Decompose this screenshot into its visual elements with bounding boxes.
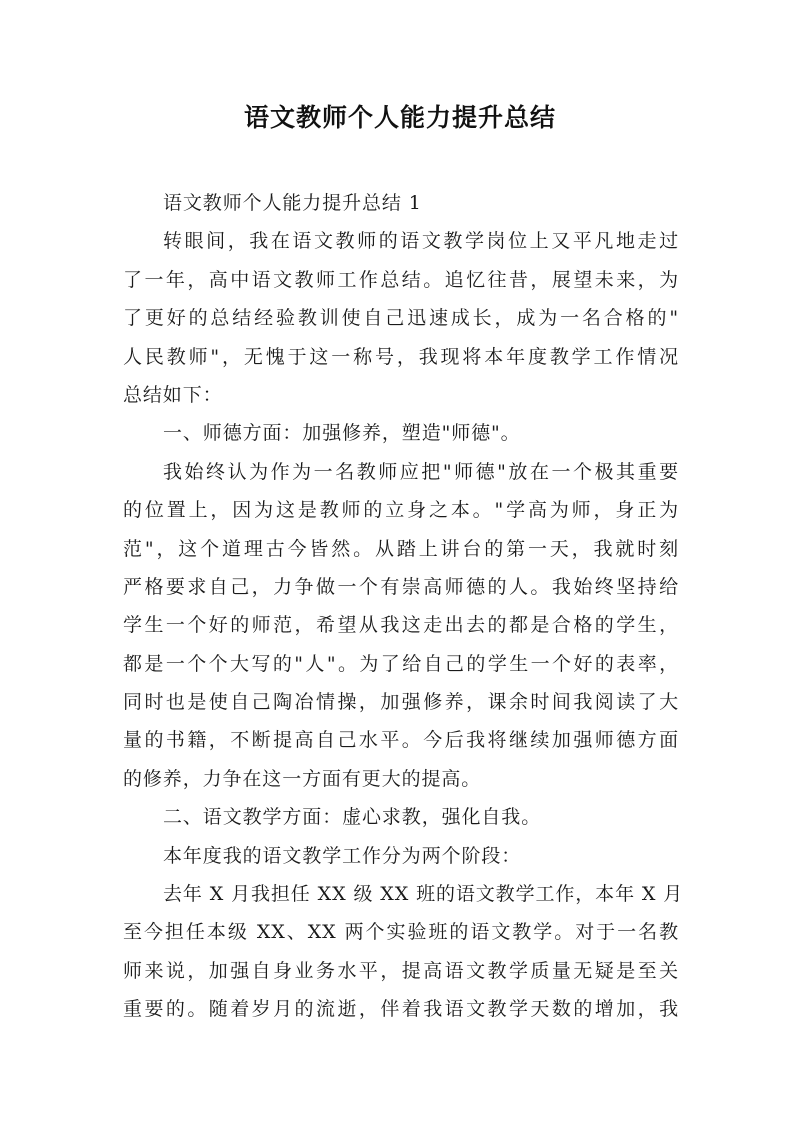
paragraph-line: 转眼间，我在语文教师的语文教学岗位上又平凡地走过 [163, 230, 679, 253]
paragraph-line: 了更好的总结经验教训使自己迅速成长，成为一名合格的" [123, 307, 679, 330]
paragraph-line: 的位置上，因为这是教师的立身之本。"学高为师，身正为 [123, 499, 679, 522]
document-title: 语文教师个人能力提升总结 [243, 103, 556, 132]
paragraph-line: 师来说，加强自身业务水平，提高语文教学质量无疑是至关 [123, 959, 679, 982]
paragraph-line: 总结如下： [123, 383, 223, 406]
paragraph-line: 至今担任本级 XX、XX 两个实验班的语文教学。对于一名教 [123, 921, 679, 944]
paragraph-line: 的修养，力争在这一方面有更大的提高。 [123, 767, 482, 790]
paragraph-line: 我始终认为作为一名教师应把"师德"放在一个极其重要 [163, 460, 679, 483]
paragraph-line: 都是一个个大写的"人"。为了给自己的学生一个好的表率， [123, 652, 679, 675]
paragraph-line: 人民教师"，无愧于这一称号，我现将本年度教学工作情况 [123, 345, 679, 368]
paragraph-line: 重要的。随着岁月的流逝，伴着我语文教学天数的增加，我 [123, 998, 679, 1021]
paragraph-line: 了一年，高中语文教师工作总结。追忆往昔，展望未来，为 [123, 268, 679, 291]
paragraph-line: 学生一个好的师范，希望从我这走出去的都是合格的学生， [123, 614, 679, 637]
paragraph-line: 量的书籍，不断提高自己水平。今后我将继续加强师德方面 [123, 729, 679, 752]
section-heading: 二、语文教学方面：虚心求教，强化自我。 [163, 806, 542, 829]
paragraph-line: 本年度我的语文教学工作分为两个阶段： [163, 844, 522, 867]
section-heading: 语文教师个人能力提升总结 1 [163, 192, 422, 214]
paragraph-line: 同时也是使自己陶冶情操，加强修养，课余时间我阅读了大 [123, 691, 679, 714]
document-body [123, 184, 684, 1029]
paragraph-line: 去年 X 月我担任 XX 级 XX 班的语文教学工作，本年 X 月 [163, 883, 684, 906]
paragraph-line: 范"，这个道理古今皆然。从踏上讲台的第一天，我就时刻 [123, 537, 679, 560]
section-heading: 一、师德方面：加强修养，塑造"师德"。 [163, 422, 521, 445]
paragraph-line: 严格要求自己，力争做一个有崇高师德的人。我始终坚持给 [123, 575, 679, 598]
